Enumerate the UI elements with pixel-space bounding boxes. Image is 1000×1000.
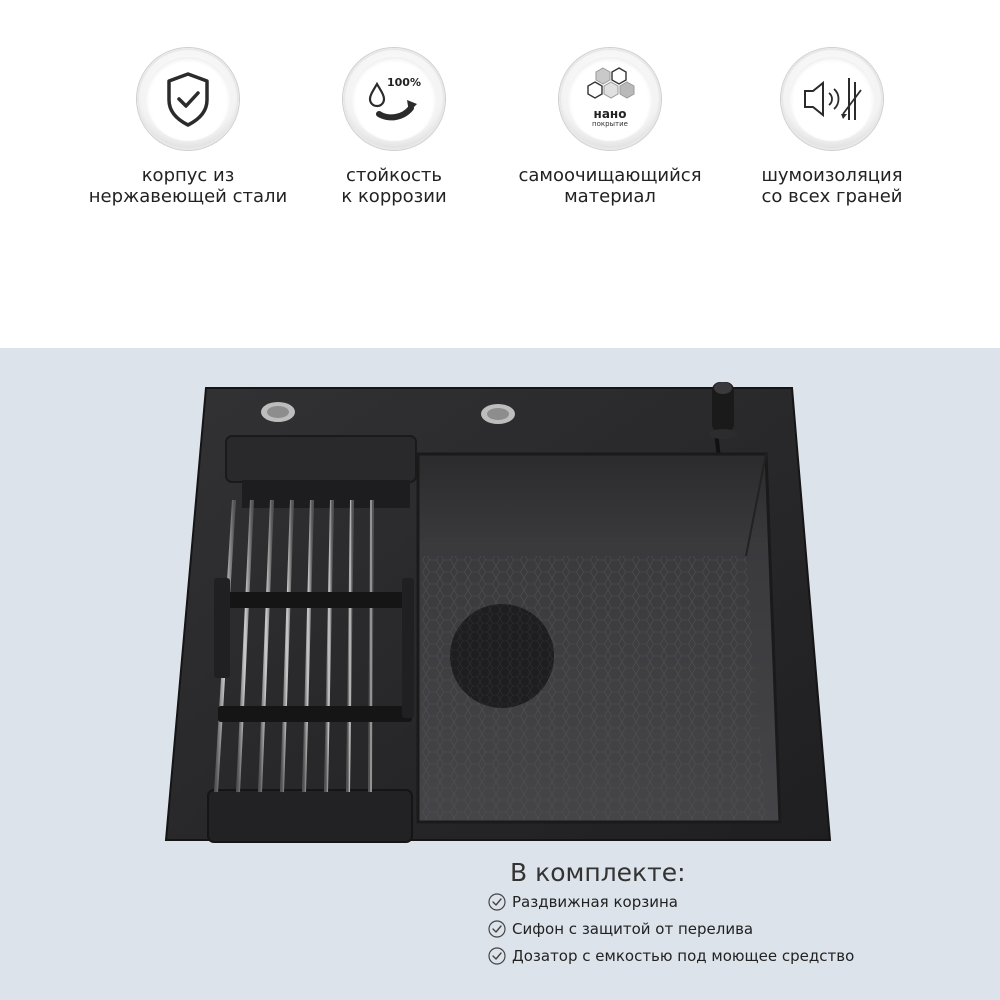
kit-item [486, 942, 986, 969]
kit-item [486, 888, 986, 915]
feature-label: шумоизоляция со всех граней [761, 165, 903, 207]
nano-hexagon-icon [559, 48, 661, 150]
feature-badge [781, 48, 883, 150]
checkmark-circle-icon [486, 891, 508, 913]
feature-badge [343, 48, 445, 150]
feature-corrosion [284, 48, 504, 207]
feature-label: самоочищающийся материал [518, 165, 702, 207]
drop-100-icon [343, 48, 445, 150]
kit-item-label: Сифон с защитой от перелива [512, 919, 754, 938]
checkmark-circle-icon [486, 945, 508, 967]
shield-check-icon [137, 48, 239, 150]
feature-self-cleaning [500, 48, 720, 207]
checkmark-circle-icon [486, 918, 508, 940]
kit-item-label: Дозатор с емкостью под моющее средство [512, 946, 855, 965]
feature-label: стойкость к коррозии [341, 165, 447, 207]
feature-label: корпус из нержавеющей стали [88, 165, 288, 207]
feature-badge [559, 48, 661, 150]
kit-item-label: Раздвижная корзина [512, 892, 678, 911]
badge-text: 100% [387, 76, 421, 89]
badge-subtext: покрытие [592, 120, 628, 128]
sink-image [160, 380, 840, 850]
feature-stainless-steel [78, 48, 298, 207]
badge-text: нано [593, 107, 627, 121]
black-steel-kitchen-sink-photo [160, 380, 840, 850]
kit-title: В комплекте: [510, 858, 686, 887]
feature-noise-insulation [722, 48, 942, 207]
feature-badge [137, 48, 239, 150]
kit-section [486, 858, 986, 969]
features-section [0, 0, 1000, 348]
speaker-sound-icon [781, 48, 883, 150]
kit-item [486, 915, 986, 942]
